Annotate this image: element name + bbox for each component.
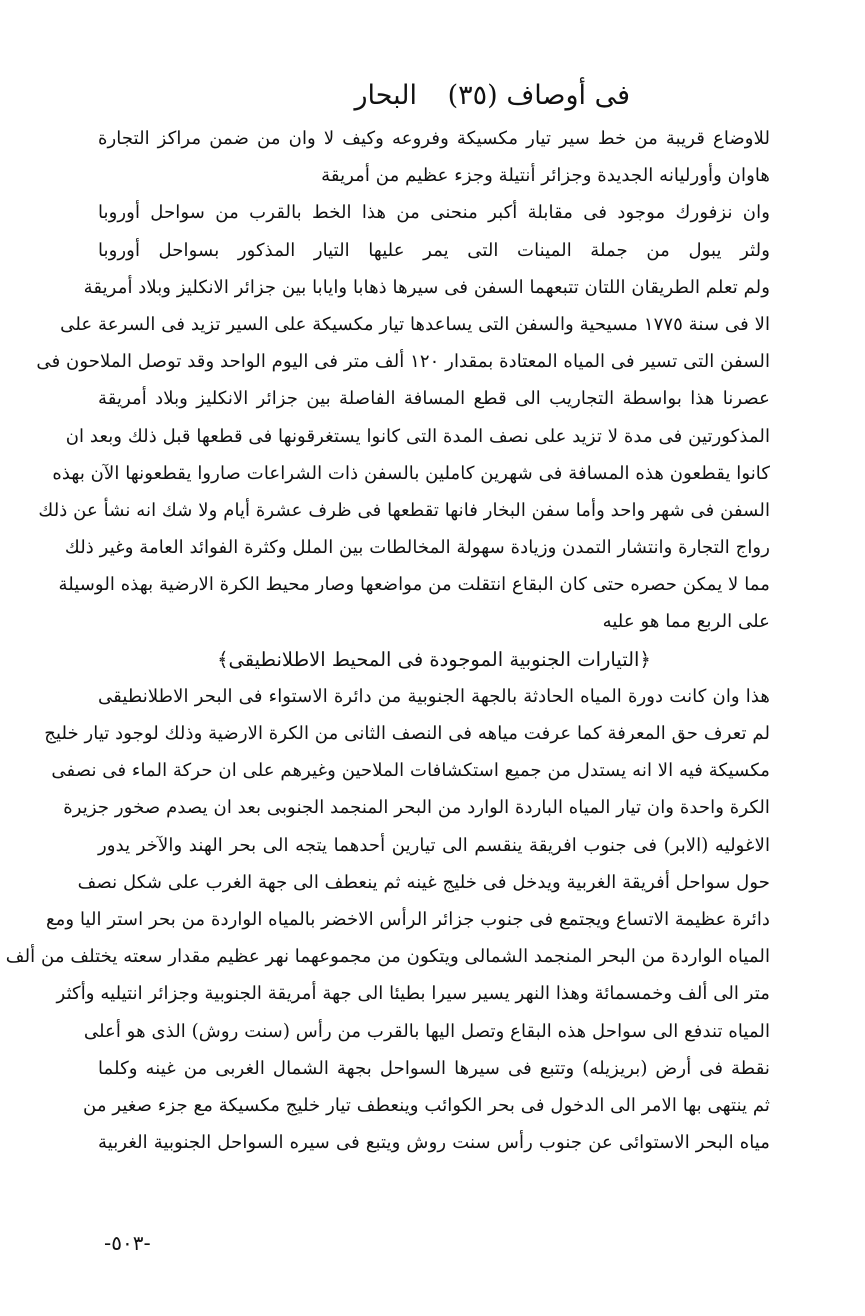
text-line: نقطة فى أرض (بريزيله) وتتبع فى سيرها السواحل بجهة الشمال الغربى من غينه وكلما xyxy=(98,1057,770,1079)
text-line: الكرة واحدة وان تيار المياه الباردة الوارد من البحر المنجمد الجنوبى بعد ان يصدم صخور جزيرة xyxy=(63,797,770,819)
body-text xyxy=(5,120,770,1161)
text-line: الا فى سنة ١٧٧٥ مسيحية والسفن التى يساعدها تيار مكسيكة على السير تزيد فى السرعة على xyxy=(60,313,770,335)
text-line: حول سواحل أفريقة الغربية ويدخل فى خليج غينه ثم ينعطف الى جهة الغرب على شكل نصف xyxy=(77,871,770,893)
text-line: هذا وان كانت دورة المياه الحادثة بالجهة الجنوبية من دائرة الاستواء فى البحر الاطلانطيقى xyxy=(98,685,770,707)
text-line: لم تعرف حق المعرفة كما عرفت مياهه فى النصف الثانى من الكرة الارضية وذلك لوجود تيار خليج xyxy=(44,723,770,744)
text-line: مما لا يمكن حصره حتى كان البقاع انتقلت من مواضعها وصار محيط الكرة الارضية بهذه الوسيلة xyxy=(58,574,770,596)
text-line: متر الى ألف وخمسمائة وهذا النهر يسير سيرا بطيئا الى جهة أمريقة الجنوبية وجزائر انتيليه وأكثر xyxy=(56,983,770,1005)
text-line: دائرة عظيمة الاتساع ويجتمع فى جنوب جزائر الرأس الاخضر بالمياه الواردة من بحر استر اليا ومع xyxy=(45,908,770,930)
text-line: مياه البحر الاستوائى عن جنوب رأس سنت روش ويتبع فى سيره السواحل الجنوبية الغربية xyxy=(98,1132,770,1154)
text-line: ثم ينتهى بها الامر الى الدخول فى بحر الكوائب وينعطف تيار خليج مكسيكة مع جزء صغير من xyxy=(83,1094,770,1116)
header-right-text: فى أوصاف xyxy=(506,80,630,111)
text-line: السفن التى تسير فى المياه المعتادة بمقدار ١٢٠ ألف متر فى اليوم الواحد وقد توصل الملاحون فى xyxy=(36,351,770,373)
text-line: كانوا يقطعون هذه المسافة فى شهرين كاملين بالسفن ذات الشراعات صاروا يقطعونها الآن بهذه xyxy=(52,462,770,484)
text-line: هاوان وأورليانه الجديدة وجزائر أنتيلة وجزء عظيم من أمريقة xyxy=(321,165,770,187)
page-number: -٥٠٣- xyxy=(104,1231,151,1255)
text-line: ولم تعلم الطريقان اللتان تتبعهما السفن فى سيرها ذهابا وايابا بين جزائر الانكليز وبلاد أمريقة xyxy=(83,276,770,298)
text-line: مكسيكة فيه الا انه يستدل من جميع استكشافات الملاحين وغيرهم على ان حركة الماء فى نصفى xyxy=(51,760,770,782)
text-line: رواج التجارة وانتشار التمدن وزيادة سهولة المخالطات بين الملل وكثرة الفوائد العامة وغير ذلك xyxy=(64,537,770,559)
text-line: المياه الواردة من البحر المنجمد الشمالى ويتكون من مجموعهما نهر عظيم مقدار سعته يختلف من ألف xyxy=(5,946,770,968)
text-line: ولثر يبول من جملة المينات التى يمر عليها التيار المذكور بسواحل أوروبا xyxy=(98,239,770,261)
header-chapter-number: (٣٥) xyxy=(447,80,498,111)
section-heading: ﴿التيارات الجنوبية الموجودة فى المحيط الاطلانطيقى﴾ xyxy=(217,647,651,671)
running-header xyxy=(330,74,630,118)
text-line: وان نزفورك موجود فى مقابلة أكبر منحنى من هذا الخط بالقرب من سواحل أوروبا xyxy=(98,202,770,224)
text-line: السفن فى شهر واحد وأما سفن البخار فانها تقطعها فى ظرف عشرة أيام ولا شك انه نشأ عن ذلك xyxy=(38,499,770,521)
text-line: للاوضاع قريبة من خط سير تيار مكسيكة وفروعه وكيف لا وان من ضمن مراكز التجارة xyxy=(98,128,770,149)
text-line: عصرنا هذا بواسطة التجاريب الى قطع المسافة الفاصلة بين جزائر الانكليز وبلاد أمريقة xyxy=(98,388,770,410)
paragraph-end-line: على الربع مما هو عليه xyxy=(602,611,770,633)
text-line: المذكورتين فى مدة لا تزيد على نصف المدة التى كانوا يستغرقونها فى قطعها قبل ذلك وبعد ان xyxy=(65,425,770,447)
text-line: المياه تندفع الى سواحل هذه البقاع وتصل اليها بالقرب من رأس (سنت روش) الذى هو أعلى xyxy=(83,1020,770,1042)
header-left-text: البحار xyxy=(354,80,418,111)
text-line: الاغوليه (الابر) فى جنوب افريقة ينقسم الى تيارين أحدهما يتجه الى بحر الهند والآخر يدور xyxy=(98,834,770,856)
